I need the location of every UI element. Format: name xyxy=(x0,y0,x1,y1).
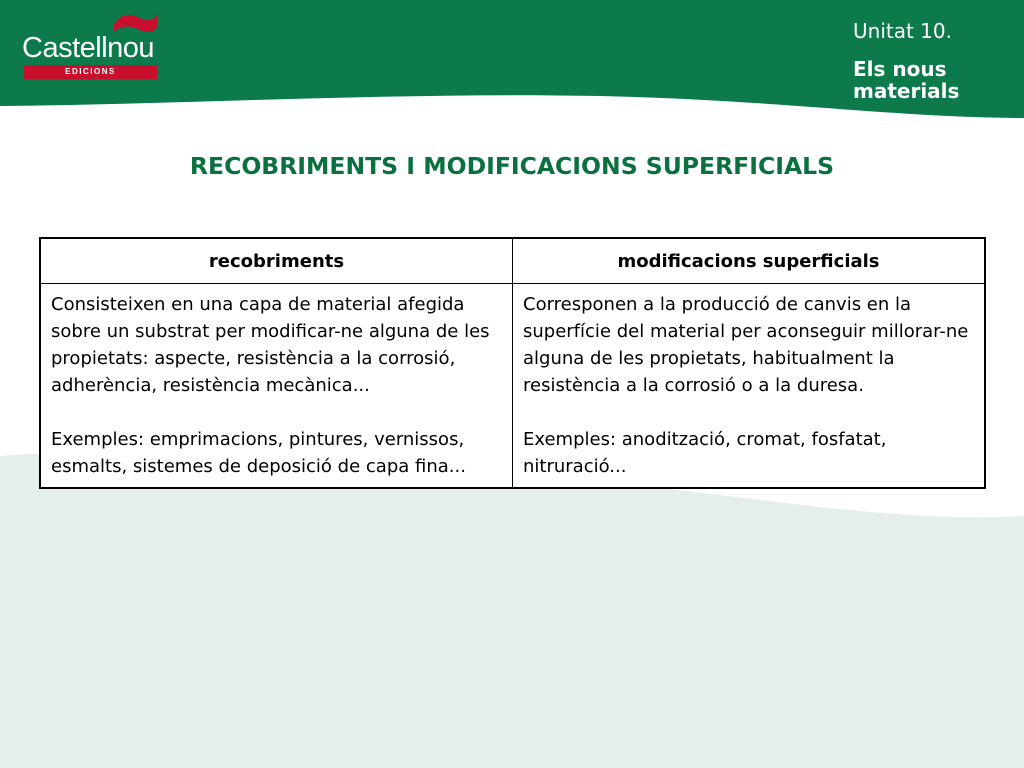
comparison-table xyxy=(39,237,986,489)
paragraph-gap xyxy=(523,399,974,426)
paragraph-gap xyxy=(51,399,502,426)
column-header-modificacions: modificacions superficials xyxy=(513,238,986,284)
bottom-band xyxy=(0,452,1024,768)
column-header-recobriments: recobriments xyxy=(40,238,513,284)
table-row xyxy=(40,284,985,489)
flag-icon xyxy=(110,10,160,34)
cell-description: Corresponen a la producció de canvis en la superfície del material per aconseguir millorar-ne alguna de les propietats, habitualment la resistència a la corrosió o a la duresa. xyxy=(523,294,969,396)
table-header-row xyxy=(40,238,985,284)
logo-wordmark: Castellnou xyxy=(22,32,155,64)
cell-recobriments xyxy=(40,284,513,489)
cell-description: Consisteixen en una capa de material afegida sobre un substrat per modificar-ne alguna de les propietats: aspecte, resistència a la corrosió, adherència, resistència mecànica... xyxy=(51,294,490,396)
castellnou-logo xyxy=(20,10,160,80)
slide-title: RECOBRIMENTS I MODIFICACIONS SUPERFICIALS xyxy=(189,152,835,180)
logo-subtext: EDICIONS xyxy=(24,65,157,79)
unit-title: Unitat 10. xyxy=(853,19,952,43)
cell-examples: Exemples: emprimacions, pintures, vernissos, esmalts, sistemes de deposició de capa fina... xyxy=(51,429,466,477)
cell-examples: Exemples: anodització, cromat, fosfatat, nitruració... xyxy=(523,429,887,477)
unit-subtitle: Els nous materials xyxy=(853,57,960,103)
cell-modificacions xyxy=(513,284,986,489)
